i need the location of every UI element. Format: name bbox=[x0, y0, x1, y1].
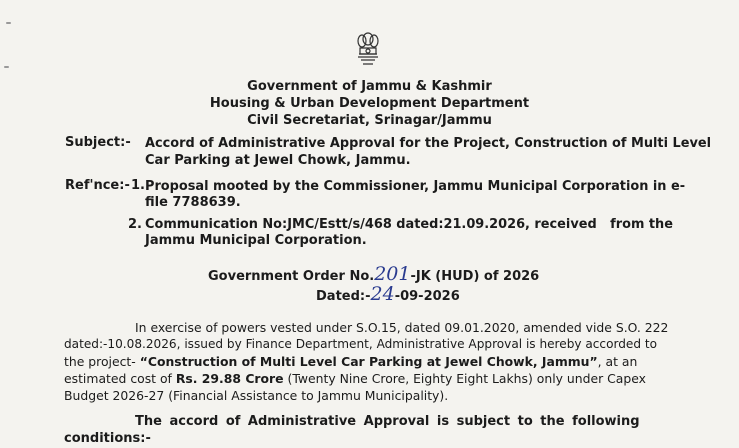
paragraph-line-3-end: , at an bbox=[597, 354, 638, 369]
paragraph-line-4 bbox=[64, 371, 646, 386]
reference-item-1-line-1: Proposal mooted by the Commissioner, Jammu Municipal Corporation in e- bbox=[145, 179, 686, 194]
header-department: Housing & Urban Development Department bbox=[209, 96, 530, 111]
order-date-suffix: -09-2026 bbox=[394, 289, 460, 304]
conditions-line-2: conditions:- bbox=[64, 431, 151, 446]
reference-label: Ref'nce:- bbox=[65, 178, 130, 193]
subject-line-1: Accord of Administrative Approval for the Project, Construction of Multi Level bbox=[145, 136, 712, 151]
paragraph-line-5: Budget 2026-27 (Financial Assistance to Jammu Municipality). bbox=[64, 388, 449, 403]
header-government: Government of Jammu & Kashmir bbox=[247, 79, 492, 94]
order-date-prefix: Dated:- bbox=[316, 289, 371, 304]
order-suffix: -JK (HUD) of 2026 bbox=[410, 269, 540, 284]
reference-item-2-line-1: Communication No:JMC/Estt/s/468 dated:21.09.2026, received from the bbox=[145, 217, 673, 232]
paragraph-line-3 bbox=[64, 354, 637, 369]
order-date bbox=[316, 283, 460, 305]
paragraph-line-4-end: (Twenty Nine Crore, Eighty Eight Lakhs) only under Capex bbox=[287, 371, 646, 386]
paragraph-line-3-start: the project- bbox=[64, 354, 136, 369]
conditions-line-1: The accord of Administrative Approval is subject to the following bbox=[135, 414, 640, 429]
project-name: “Construction of Multi Level Car Parking at Jewel Chowk, Jammu” bbox=[139, 354, 598, 369]
reference-item-2-line-2: Jammu Municipal Corporation. bbox=[145, 233, 367, 248]
reference-item-1-number: 1. bbox=[131, 178, 145, 193]
order-number-handwritten: 201 bbox=[374, 263, 411, 285]
estimated-cost: Rs. 29.88 Crore bbox=[175, 371, 284, 386]
header-secretariat: Civil Secretariat, Srinagar/Jammu bbox=[247, 113, 492, 128]
paragraph-line-1: In exercise of powers vested under S.O.15, dated 09.01.2020, amended vide S.O. 222 bbox=[135, 320, 669, 335]
subject-label: Subject:- bbox=[65, 135, 131, 150]
scan-speck bbox=[6, 22, 11, 24]
order-date-day-handwritten: 24 bbox=[370, 283, 395, 305]
subject-line-2: Car Parking at Jewel Chowk, Jammu. bbox=[145, 153, 411, 168]
state-emblem-icon bbox=[355, 30, 381, 72]
scan-speck bbox=[4, 66, 9, 68]
paragraph-line-4-start: estimated cost of bbox=[64, 371, 172, 386]
government-order-number bbox=[208, 263, 539, 285]
reference-item-1-line-2: file 7788639. bbox=[145, 195, 241, 210]
order-prefix: Government Order No. bbox=[208, 269, 375, 284]
paragraph-line-2: dated:-10.08.2026, issued by Finance Department, Administrative Approval is hereby accorded to bbox=[64, 337, 658, 351]
reference-item-2-number: 2. bbox=[128, 217, 142, 232]
